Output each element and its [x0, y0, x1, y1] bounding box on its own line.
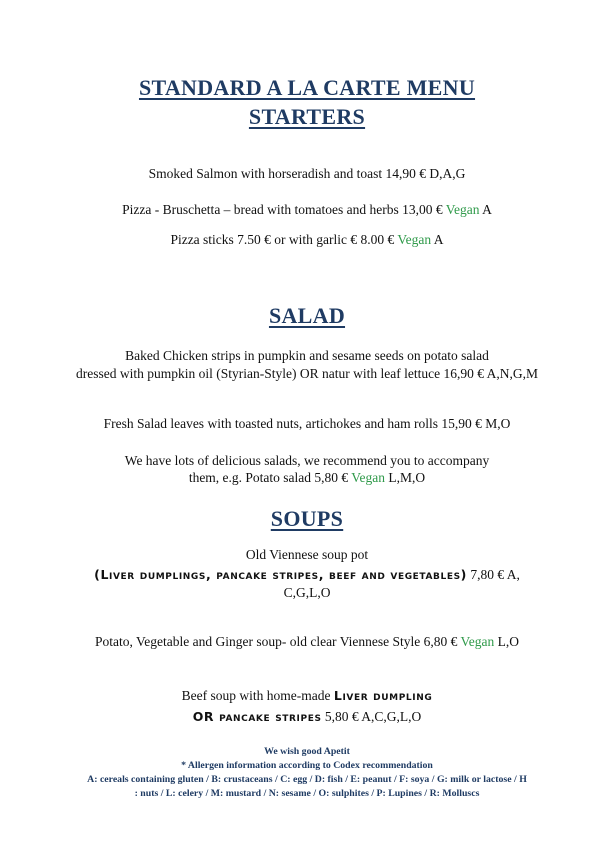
starter-item-pizza-sticks [0, 232, 614, 248]
soup-item-viennese-line2 [0, 567, 614, 583]
salad-item-fresh-leaves: Fresh Salad leaves with toasted nuts, artichokes and ham rolls 15,90 € M,O [103, 416, 511, 431]
salad-item-chicken-line2: dressed with pumpkin oil (Styrian-Style) OR natur with leaf lettuce 16,90 € A,N,G,M [76, 366, 538, 381]
allergen-codes: A [479, 202, 492, 217]
item-text: Pizza - Bruschetta – bread with tomatoes and herbs 13,00 € [122, 202, 446, 217]
footer-allergens-line1: A: cereals containing gluten / B: crustaceans / C: egg / D: fish / E: peanut / F: soya / G: milk or lactose / H [87, 774, 527, 785]
allergen-codes: L,M,O [385, 470, 426, 485]
starter-item-bruschetta [0, 202, 614, 218]
decorative-description: Liver dumpling [333, 688, 433, 703]
menu-title: STANDARD A LA CARTE MENU [138, 75, 476, 100]
starter-item-smoked-salmon: Smoked Salmon with horseradish and toast 14,90 € D,A,G [148, 166, 466, 181]
soup-item-beef-line1 [0, 688, 614, 704]
allergen-codes: L,O [494, 634, 519, 649]
vegan-label: Vegan [351, 470, 386, 485]
footer-allergens-line2: : nuts / L: celery / M: mustard / N: sesame / O: sulphites / P: Lupines / R: Molluscs [134, 788, 480, 799]
starters-heading: STARTERS [248, 104, 366, 129]
vegan-label: Vegan [460, 634, 495, 649]
soup-item-ginger [0, 634, 614, 650]
footer-allergen-note: * Allergen information according to Codex recommendation [181, 760, 433, 771]
item-text: Pizza sticks 7.50 € or with garlic € 8.00 € [170, 232, 398, 247]
item-text: them, e.g. Potato salad 5,80 € [188, 470, 352, 485]
soup-item-viennese-line3: C,G,L,O [283, 585, 331, 600]
soup-item-viennese-line1: Old Viennese soup pot [245, 547, 369, 562]
soups-heading: SOUPS [270, 506, 344, 531]
salad-heading: SALAD [268, 303, 346, 328]
item-price: 5,80 € A,C,G,L,O [321, 709, 422, 724]
salad-item-recommend-line2 [0, 470, 614, 486]
soup-item-beef-line2 [0, 709, 614, 725]
salad-item-chicken-line1: Baked Chicken strips in pumpkin and sesame seeds on potato salad [125, 348, 489, 363]
item-text: Potato, Vegetable and Ginger soup- old clear Viennese Style 6,80 € [95, 634, 461, 649]
allergen-codes: A [431, 232, 444, 247]
vegan-label: Vegan [445, 202, 480, 217]
footer-wish: We wish good Apetit [264, 746, 350, 757]
item-price: 7,80 € A, [466, 567, 520, 582]
decorative-description: (Liver dumplings, pancake stripes, beef and vegetables) [94, 567, 467, 582]
decorative-description: OR pancake stripes [192, 709, 322, 724]
salad-item-recommend-line1: We have lots of delicious salads, we recommend you to accompany [124, 453, 490, 468]
vegan-label: Vegan [397, 232, 432, 247]
item-text: Beef soup with home-made [181, 688, 334, 703]
